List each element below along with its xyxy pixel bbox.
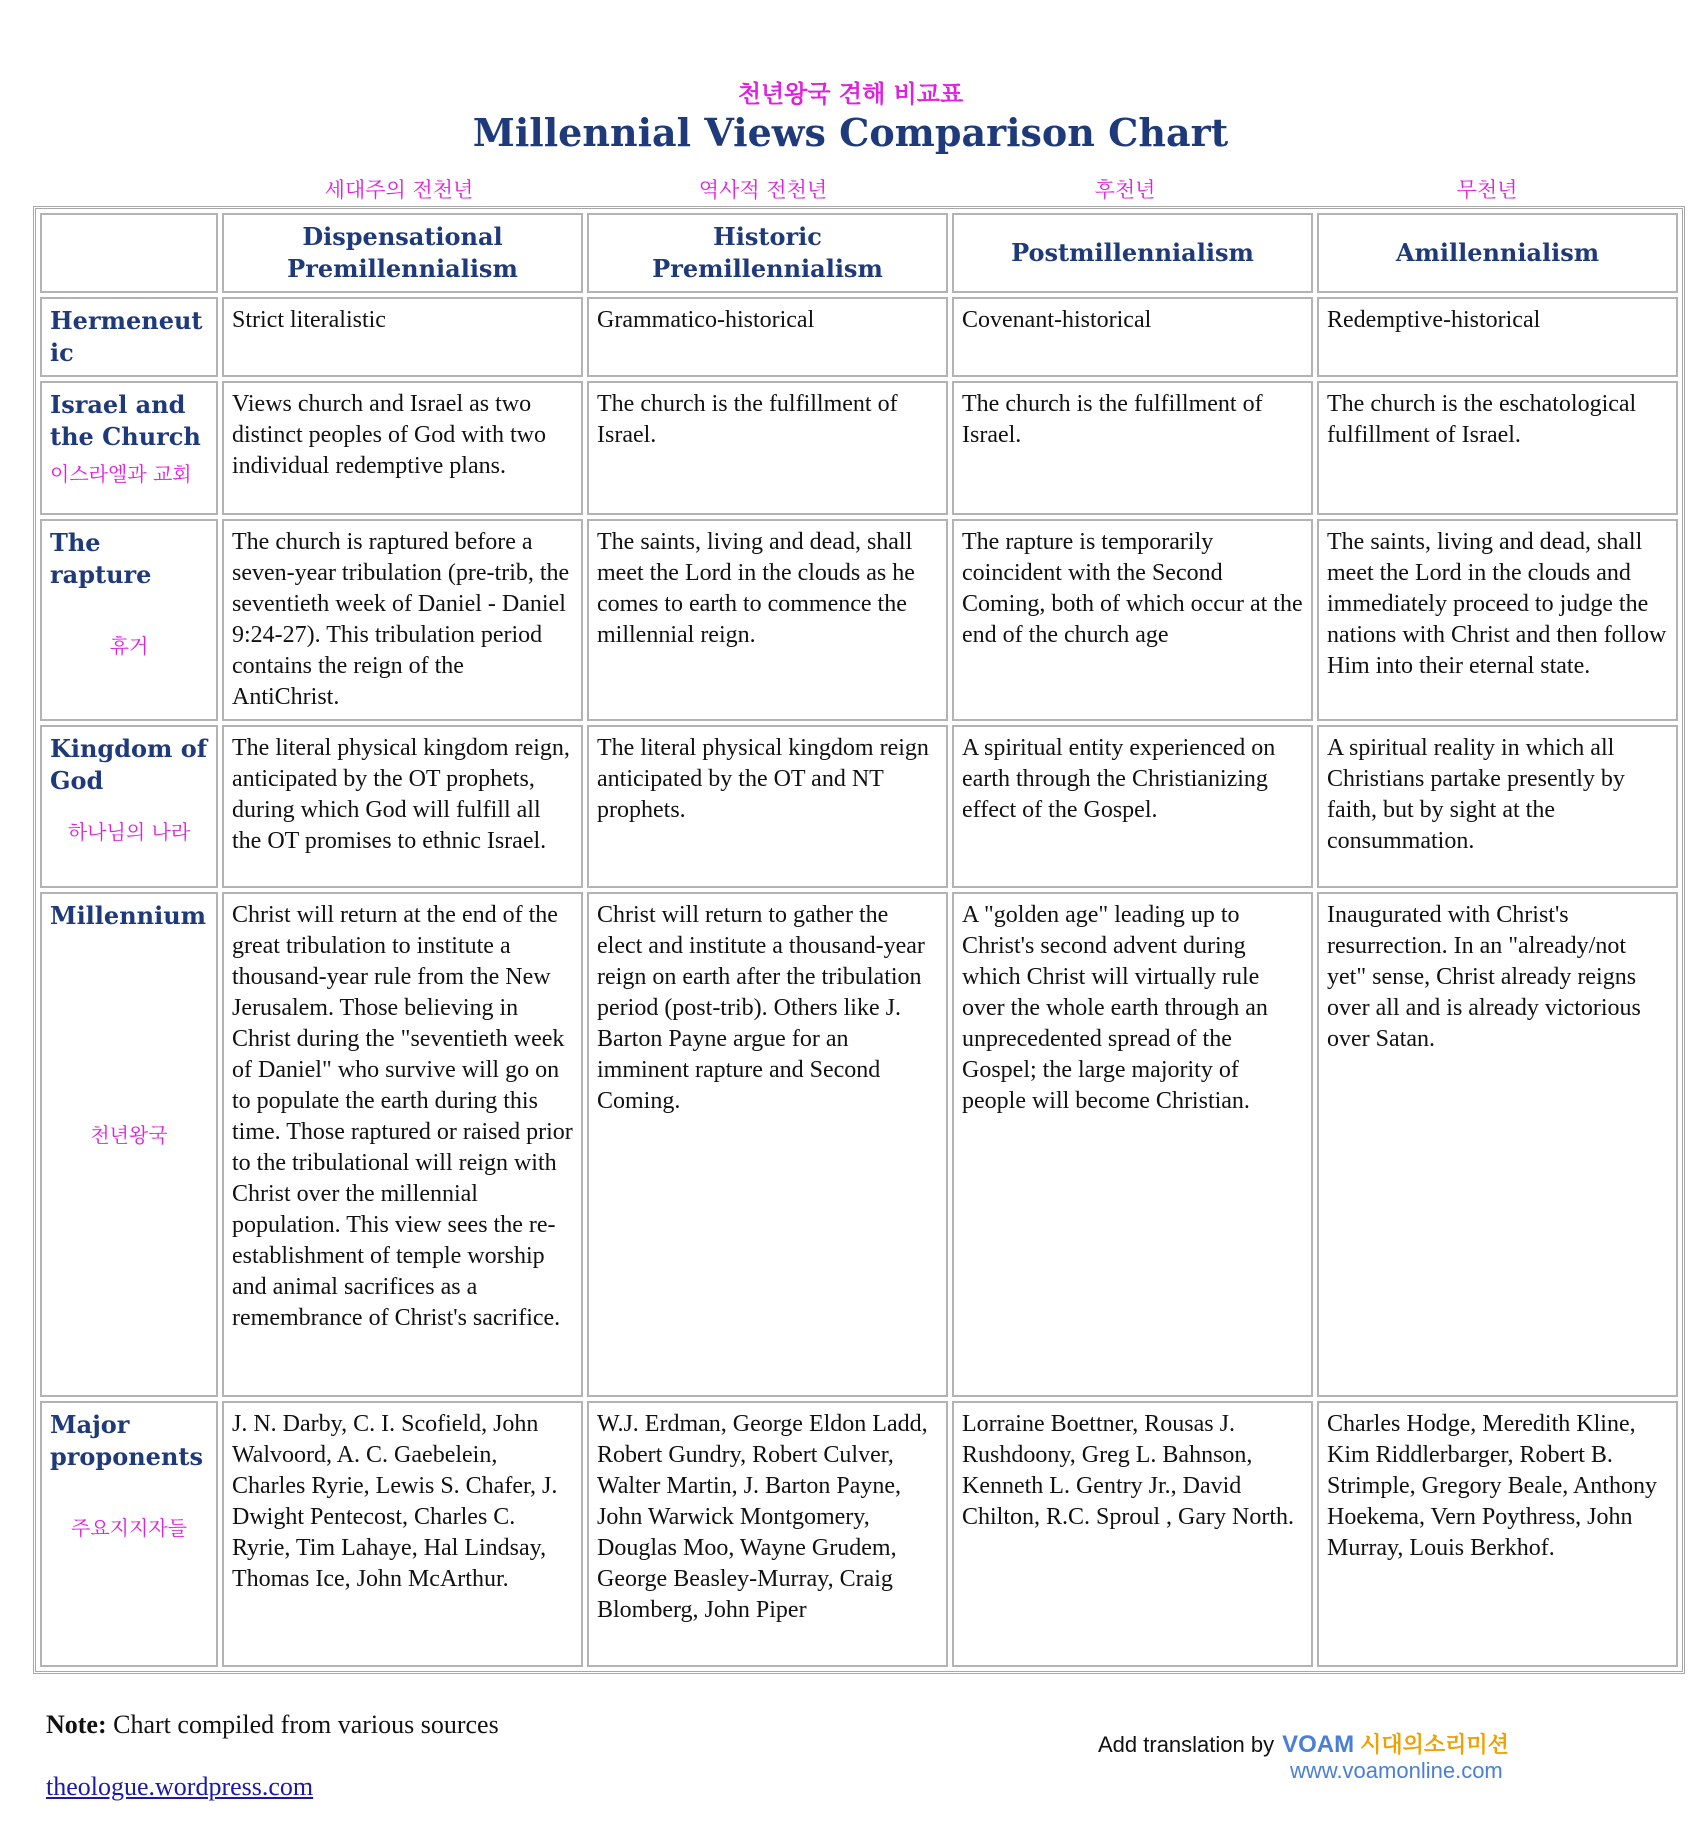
table-cell: Christ will return at the end of the great tribulation to institute a thousand-year rule from the New Jerusalem. Those believing in Christ during the "seventieth week of Daniel" who survive will go on to populate the earth during this time. Those raptured or raised prior to the tribulational will reign with Christ over the millennial population. This view sees the re-establishment of temple worship and animal sacrifices as a remembrance of Christ's sacrifice. (222, 892, 583, 1397)
table-row-kingdom (40, 725, 1678, 888)
column-korean-label-1: 세대주의 전천년 (324, 178, 474, 202)
credit-prefix: Add translation by (1098, 1732, 1275, 1757)
page-title: Millennial Views Comparison Chart (472, 110, 1229, 155)
table-row-israel-church (40, 381, 1678, 515)
comparison-table (33, 206, 1685, 1674)
column-korean-label-4: 무천년 (1456, 178, 1518, 202)
table-cell: A spiritual entity experienced on earth through the Christianizing effect of the Gospel. (952, 725, 1313, 888)
table-cell: The church is the eschatological fulfillment of Israel. (1317, 381, 1678, 515)
table-row-proponents (40, 1401, 1678, 1667)
column-korean-label-3: 후천년 (1094, 178, 1156, 202)
korean-title: 천년왕국 견해 비교표 (737, 80, 964, 108)
column-header-historic: Historic Premillennialism (587, 213, 948, 293)
row-header-millennium (40, 892, 218, 1397)
row-header-hermeneutic (40, 297, 218, 377)
row-korean-label: 하나님의 나라 (67, 820, 191, 844)
table-cell: Inaugurated with Christ's resurrection. In an "already/not yet" sense, Christ already reigns over all and is already victorious over Satan. (1317, 892, 1678, 1397)
table-cell: A "golden age" leading up to Christ's second advent during which Christ will virtually rule over the whole earth through an unprecedented spread of the Gospel; the large majority of people will become Christian. (952, 892, 1313, 1397)
table-cell: The rapture is temporarily coincident with the Second Coming, both of which occur at the end of the church age (952, 519, 1313, 721)
row-header-rapture (40, 519, 218, 721)
table-cell: The literal physical kingdom reign, anticipated by the OT prophets, during which God will fulfill all the OT promises to ethnic Israel. (222, 725, 583, 888)
table-cell: The church is raptured before a seven-year tribulation (pre-trib, the seventieth week of Daniel - Daniel 9:24-27). This tribulation period contains the reign of the AntiChrist. (222, 519, 583, 721)
row-korean-label: 주요지지자들 (71, 1516, 187, 1540)
table-cell: The church is the fulfillment of Israel. (952, 381, 1313, 515)
table-cell: Strict literalistic (222, 297, 583, 377)
table-cell: Views church and Israel as two distinct peoples of God with two individual redemptive plans. (222, 381, 583, 515)
row-korean-label: 이스라엘과 교회 (50, 462, 192, 486)
row-header-israel-church (40, 381, 218, 515)
column-header-amillennialism: Amillennialism (1317, 213, 1678, 293)
column-korean-label-2: 역사적 전천년 (698, 178, 828, 202)
row-header-proponents (40, 1401, 218, 1667)
table-row-hermeneutic (40, 297, 1678, 377)
source-link[interactable]: theologue.wordpress.com (46, 1772, 314, 1801)
table-row-millennium (40, 892, 1678, 1397)
table-cell: J. N. Darby, C. I. Scofield, John Walvoord, A. C. Gaebelein, Charles Ryrie, Lewis S. Chafer, J. Dwight Pentecost, Charles C. Ryrie, Tim Lahaye, Hal Lindsay, Thomas Ice, John McArthur. (222, 1401, 583, 1667)
table-cell: The saints, living and dead, shall meet the Lord in the clouds as he comes to earth to commence the millennial reign. (587, 519, 948, 721)
row-label: Kingdom of God (50, 734, 208, 795)
voam-korean-name: 시대의소리미션 (1360, 1733, 1509, 1758)
row-header-kingdom (40, 725, 218, 888)
table-cell: Redemptive-historical (1317, 297, 1678, 377)
footnote (46, 1710, 499, 1740)
table-cell: The church is the fulfillment of Israel. (587, 381, 948, 515)
row-label: Major proponents (50, 1410, 203, 1471)
row-label: Israel and the Church (50, 390, 201, 451)
header-row (40, 213, 1678, 293)
translation-credit (1098, 1728, 1509, 1759)
corner-cell (40, 213, 218, 293)
row-korean-label: 천년왕국 (90, 1123, 168, 1147)
table-cell: A spiritual reality in which all Christians partake presently by faith, but by sight at the consummation. (1317, 725, 1678, 888)
table-cell: Lorraine Boettner, Rousas J. Rushdoony, Greg L. Bahnson, Kenneth L. Gentry Jr., David Chilton, R.C. Sproul , Gary North. (952, 1401, 1313, 1667)
table-cell: The literal physical kingdom reign anticipated by the OT and NT prophets. (587, 725, 948, 888)
row-label: Hermeneutic (50, 306, 203, 367)
row-korean-label: 휴거 (109, 634, 149, 658)
table-cell: The saints, living and dead, shall meet the Lord in the clouds and immediately proceed to judge the nations with Christ and then follow Him into their eternal state. (1317, 519, 1678, 721)
voam-logo: VOAM (1282, 1731, 1355, 1758)
note-text: Chart compiled from various sources (113, 1710, 499, 1739)
voam-site-link[interactable]: www.voamonline.com (1290, 1758, 1503, 1783)
note-label: Note: (46, 1710, 107, 1739)
row-label: The rapture (50, 528, 152, 589)
table-row-rapture (40, 519, 1678, 721)
table-cell: Charles Hodge, Meredith Kline, Kim Riddlerbarger, Robert B. Strimple, Gregory Beale, Anthony Hoekema, Vern Poythress, John Murray, Louis Berkhof. (1317, 1401, 1678, 1667)
column-header-dispensational: Dispensational Premillennialism (222, 213, 583, 293)
table-cell: W.J. Erdman, George Eldon Ladd, Robert Gundry, Robert Culver, Walter Martin, J. Barton Payne, John Warwick Montgomery, Douglas Moo, Wayne Grudem, George Beasley-Murray, Craig Blomberg, John Piper (587, 1401, 948, 1667)
column-header-postmillennialism: Postmillennialism (952, 213, 1313, 293)
row-label: Millennium (50, 901, 207, 930)
table-cell: Christ will return to gather the elect and institute a thousand-year reign on earth after the tribulation period (post-trib). Others like J. Barton Payne argue for an imminent rapture and Second Coming. (587, 892, 948, 1397)
table-cell: Covenant-historical (952, 297, 1313, 377)
table-cell: Grammatico-historical (587, 297, 948, 377)
